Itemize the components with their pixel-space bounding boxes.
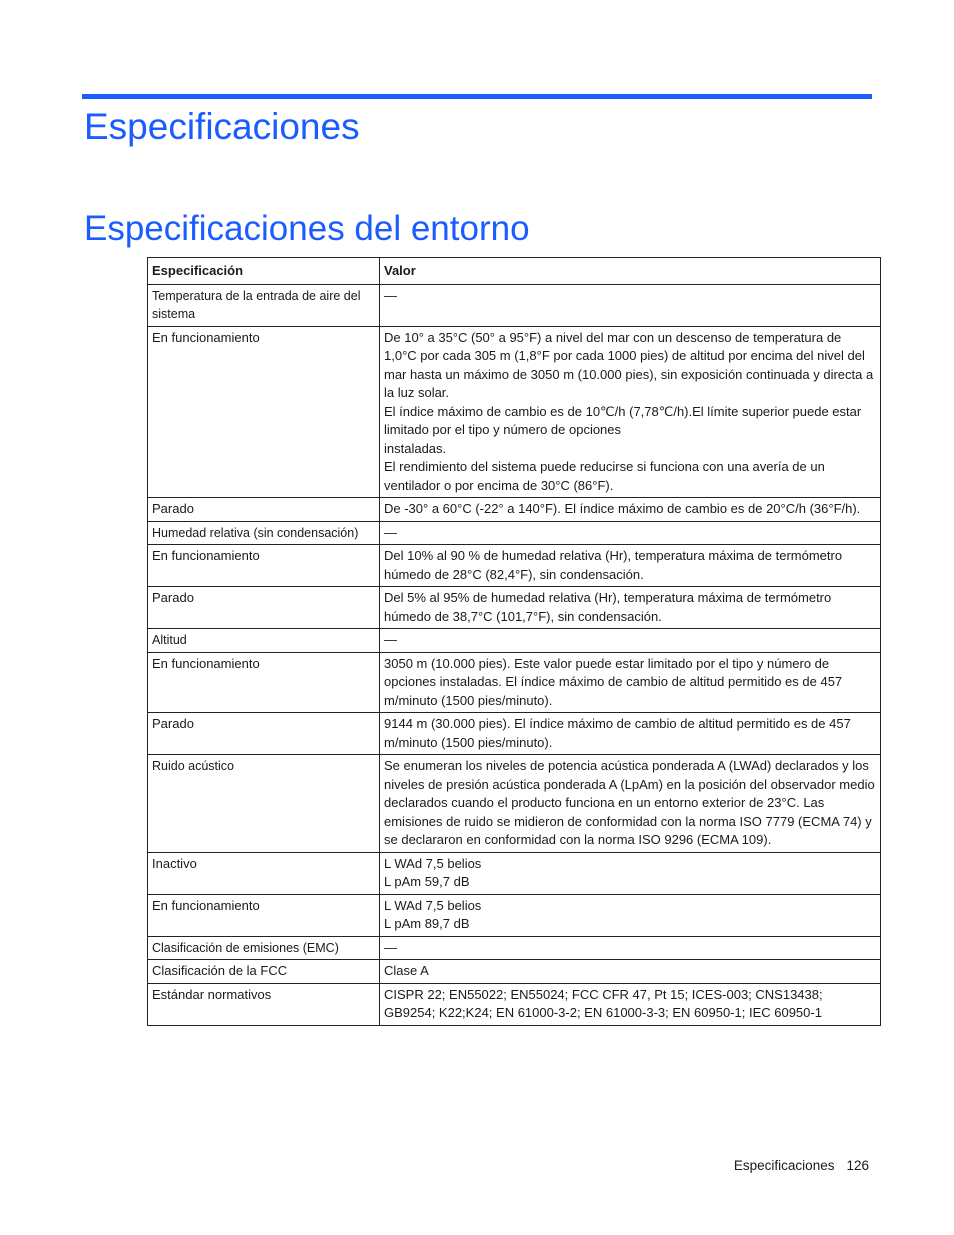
table-row	[148, 983, 881, 1025]
value-line: —	[384, 939, 397, 955]
value-line: De 10° a 35°C (50° a 95°F) a nivel del mar con un descenso de temperatura de 1,0°C por cada 305 m (1,8°F por cada 1000 pies) de altitud por encima del nivel del mar hasta un máximo de 3050 m (10.000 pies), sin exposición continuada y directa a la luz solar.	[384, 329, 874, 400]
row-value	[380, 652, 881, 713]
row-value	[380, 983, 881, 1025]
value-line: 9144 m (30.000 pies). El índice máximo de cambio de altitud permitido es de 457 m/minuto (1500 pies/minuto).	[384, 716, 851, 750]
footer-section: Especificaciones	[733, 1158, 835, 1173]
table-row	[148, 894, 881, 936]
table-row	[148, 545, 881, 587]
row-label: En funcionamiento	[148, 326, 380, 498]
row-label: Ruido acústico	[148, 755, 380, 853]
row-value	[380, 284, 881, 326]
value-line: L pAm 59,7 dB	[384, 874, 470, 889]
table-row	[148, 755, 881, 853]
row-label: Humedad relativa (sin condensación)	[148, 521, 380, 545]
row-value	[380, 326, 881, 498]
value-line: L WAd 7,5 belios	[384, 897, 482, 913]
row-label: En funcionamiento	[148, 894, 380, 936]
table-row	[148, 713, 881, 755]
value-line: —	[384, 287, 397, 303]
row-label: Altitud	[148, 629, 380, 653]
spec-table	[147, 257, 881, 1026]
table-row	[148, 629, 881, 653]
top-rule	[82, 94, 872, 99]
row-label: En funcionamiento	[148, 652, 380, 713]
value-line: Se enumeran los niveles de potencia acústica ponderada A (LWAd) declarados y los niveles de presión acústica ponderada A (LpAm) en la posición del observador medio declarados cuando el producto funciona en un entorno exterior de 23°C. Las emisiones de ruido se midieron de conformidad con la norma ISO 7779 (ECMA 74) y se declararon en conformidad con la norma ISO 9296 (ECMA 109).	[384, 758, 875, 847]
value-line: 3050 m (10.000 pies). Este valor puede estar limitado por el tipo y número de opciones instaladas. El índice máximo de cambio de altitud permitido es de 457 m/minuto (1500 pies/minuto).	[384, 655, 843, 708]
row-label: Temperatura de la entrada de aire del sistema	[148, 284, 380, 326]
value-line: Clase A	[384, 963, 429, 978]
page-footer	[734, 1158, 869, 1173]
page-title: Especificaciones	[84, 106, 360, 147]
row-value	[380, 587, 881, 629]
table-row	[148, 284, 881, 326]
section-title: Especificaciones del entorno	[84, 209, 530, 248]
table-row	[148, 652, 881, 713]
table-row	[148, 852, 881, 894]
value-line: —	[384, 524, 397, 540]
value-line: Del 10% al 90 % de humedad relativa (Hr), temperatura máxima de termómetro húmedo de 28°C (82,4°F), sin condensación.	[384, 548, 843, 582]
row-value	[380, 852, 881, 894]
row-value	[380, 498, 881, 522]
row-value	[380, 755, 881, 853]
page-number: 126	[846, 1158, 869, 1173]
table-row	[148, 587, 881, 629]
value-line: CISPR 22; EN55022; EN55024; FCC CFR 47, Pt 15; ICES-003; CNS13438; GB9254; K22;K24; EN 61000-3-2; EN 61000-3-3; EN 60950-1; IEC 60950-1	[384, 986, 823, 1020]
row-value	[380, 545, 881, 587]
row-value	[380, 521, 881, 545]
row-value	[380, 713, 881, 755]
value-line: El rendimiento del sistema puede reducirse si funciona con una avería de un ventilador o por encima de 30°C (86°F).	[384, 459, 825, 493]
value-line: —	[384, 632, 397, 647]
row-value	[380, 629, 881, 653]
value-line: Del 5% al 95% de humedad relativa (Hr), temperatura máxima de termómetro húmedo de 38,7°C (101,7°F), sin condensación.	[384, 590, 832, 624]
row-value	[380, 936, 881, 960]
row-label: Clasificación de la FCC	[148, 960, 380, 984]
value-line: L pAm 89,7 dB	[384, 916, 470, 931]
row-label: Inactivo	[148, 852, 380, 894]
table-row	[148, 326, 881, 498]
row-value	[380, 894, 881, 936]
value-line: L WAd 7,5 belios	[384, 855, 482, 871]
row-label: En funcionamiento	[148, 545, 380, 587]
table-row	[148, 498, 881, 522]
table-header-row	[148, 258, 881, 285]
row-label: Parado	[148, 498, 380, 522]
row-label: Clasificación de emisiones (EMC)	[148, 936, 380, 960]
table-row	[148, 960, 881, 984]
row-label: Parado	[148, 713, 380, 755]
value-line: De -30° a 60°C (-22° a 140°F). El índice máximo de cambio es de 20°C/h (36°F/h).	[384, 501, 861, 516]
table-row	[148, 936, 881, 960]
value-line: instaladas.	[384, 440, 447, 456]
row-value	[380, 960, 881, 984]
table-row	[148, 521, 881, 545]
row-label: Estándar normativos	[148, 983, 380, 1025]
value-line: El índice máximo de cambio es de 10℃/h (7,78℃/h).El límite superior puede estar limitado por el tipo y número de opciones	[384, 403, 862, 437]
row-label: Parado	[148, 587, 380, 629]
header-value: Valor	[380, 258, 881, 285]
header-specification: Especificación	[148, 258, 380, 285]
